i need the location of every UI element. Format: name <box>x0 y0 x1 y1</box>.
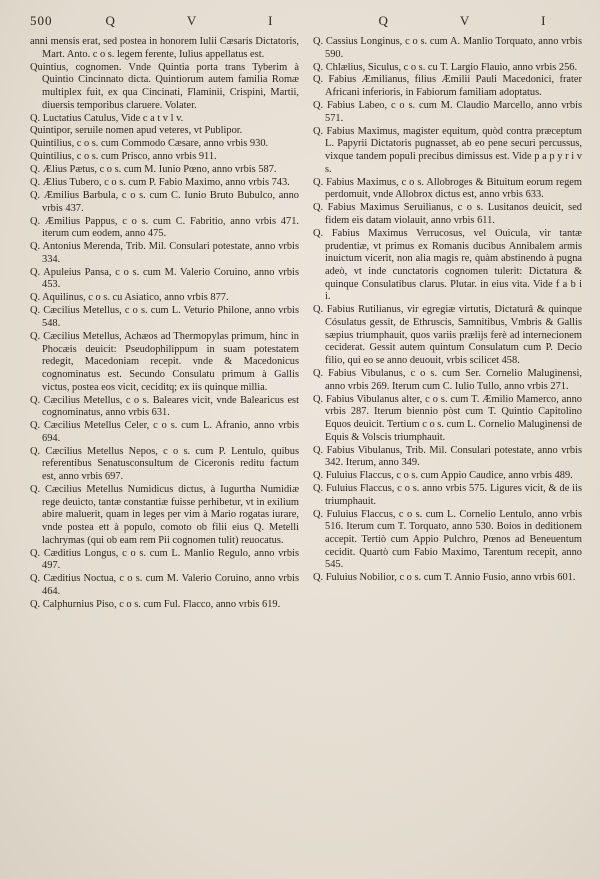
dictionary-entry: Q. Æmilius Pappus, c o s. cum C. Fabritio, anno vrbis 471. iterum cum eodem, anno 475. <box>30 215 299 240</box>
dictionary-entry: Q. Fabius Æmilianus, filius Æmilii Pauli Macedonici, frater Africani inferioris, in Fabiorum familiam adoptatus. <box>313 74 582 99</box>
right-running-head <box>323 13 582 29</box>
dictionary-entry: Q. Cæditius Longus, c o s. cum L. Manlio Regulo, anno vrbis 497. <box>30 547 299 572</box>
left-running-head <box>70 13 323 29</box>
dictionary-entry: Q. Apuleius Pansa, c o s. cum M. Valerio Coruino, anno vrbis 453. <box>30 266 299 291</box>
text-columns <box>30 36 582 612</box>
dictionary-entry: Quintipor, seruile nomen apud veteres, vt Publipor. <box>30 125 243 137</box>
dictionary-entry: Q. Fabius Vibulanus, c o s. cum Ser. Cornelio Maluginensi, anno vrbis 269. Iterum cum C. Iulio Tullo, anno vrbis 271. <box>313 367 582 392</box>
dictionary-entry: Q. Calphurnius Piso, c o s. cum Ful. Flacco, anno vrbis 619. <box>30 598 281 610</box>
dictionary-entry: Q. Ælius Tubero, c o s. cum P. Fabio Maximo, anno vrbis 743. <box>30 177 290 189</box>
dictionary-entry: Q. Fabius Vibulanus alter, c o s. cum T. Æmilio Mamerco, anno vrbis 287. Iterum biennio pòst cum T. Quintio Capitolino Equos deuicit. Tertium c o s. cum L. Cornelio Maluginensi de Equis & Volscis triumphauit. <box>313 393 582 443</box>
dictionary-entry: Q. Chlælius, Siculus, c o s. cu T. Largio Flauio, anno vrbis 256. <box>313 61 578 73</box>
dictionary-entry: Q. Fuluius Nobilior, c o s. cum T. Annio Fusio, anno vrbis 601. <box>313 572 576 584</box>
dictionary-entry: Quintilius, c o s. cum Prisco, anno vrbis 911. <box>30 151 217 163</box>
dictionary-entry: Q. Aquilinus, c o s. cu Asiatico, anno vrbis 877. <box>30 292 229 304</box>
dictionary-entry: Q. Ælius Pætus, c o s. cum M. Iunio Pœno, anno vrbis 587. <box>30 164 277 176</box>
dictionary-entry: Q. Fuluius Flaccus, c o s. cum Appio Caudice, anno vrbis 489. <box>313 470 573 482</box>
head-letter: I <box>541 13 547 28</box>
dictionary-entry: Q. Fabius Rutilianus, vir egregiæ virtutis, Dictaturâ & quinque Cósulatus gessit, de Ethruscis, Samnitibus, Vmbris & Gallis sæpius triumphauit, quos variis prælijs ferè ad internecionem ceciderat. Gessit autem quintum Consulatum cum P. Decio filio, qui eo se anno deuouit, vrbis scilicet 458. <box>313 304 582 367</box>
dictionary-entry: Q. Luctatius Catulus, Vide c a t v l v. <box>30 112 184 124</box>
dictionary-entry: anni mensis erat, sed postea in honorem Iulii Cæsaris Dictatoris, Mart. Anto. c o s. legem ferente, Iulius appellatus est. <box>30 36 299 60</box>
dictionary-entry: Q. Cæcilius Metellus Celer, c o s. cum L. Afranio, anno vrbis 694. <box>30 420 299 444</box>
dictionary-entry: Q. Æmilius Barbula, c o s. cum C. Iunio Bruto Bubulco, anno vrbis 437. <box>30 189 299 214</box>
head-letter: V <box>459 13 471 28</box>
dictionary-entry: Quintius, cognomen. Vnde Quintia porta trans Tyberim à Quintio Cincinnato dicta. Quintiorum autem familia Romæ multiplex fuit, ex qua Cincinati, Flaminii, Crispini, Martii, diuersis temporibus claruere. Volater. <box>30 61 299 111</box>
dictionary-entry: Q. Antonius Merenda, Trib. Mil. Consulari potestate, anno vrbis 334. <box>30 241 299 265</box>
dictionary-entry: Q. Fabius Vibulanus, Trib. Mil. Consulari potestate, anno vrbis 342. Iterum, anno 349. <box>313 444 582 469</box>
head-letter: I <box>268 13 274 28</box>
head-letter: Q <box>378 13 389 28</box>
dictionary-entry: Q. Cæcilius Metellus, c o s. cum L. Veturio Philone, anno vrbis 548. <box>30 305 299 329</box>
running-header <box>30 10 582 32</box>
dictionary-entry: Q. Fabius Maximus, magister equitum, quòd contra præceptum L. Papyrii Dictatoris pugnasset, ab eo pene securi percussus, vixque tandem populi precibus dimissus est. Vide p a p y r i v s. <box>313 125 582 175</box>
dictionary-entry: Q. Fabius Maximus Seruilianus, c o s. Lusitanos deuicit, sed fidem eis datam violauit, anno vrbis 611. <box>313 202 582 226</box>
dictionary-entry: Q. Fabius Labeo, c o s. cum M. Claudio Marcello, anno vrbis 571. <box>313 100 582 124</box>
dictionary-entry: Q. Cæcilius Metellus Nepos, c o s. cum P. Lentulo, quibus referentibus Senatusconsultum de Ciceronis reditu factum est, anno vrbis 697. <box>30 445 299 483</box>
dictionary-entry: Q. Cæcilius Metellus Numidicus dictus, à Iugurtha Numidiæ rege deuicto, tantæ constantiæ fuisse perhibetur, vt in exilium abire maluerit, quam in leges per vim à Mario rogatas iurare, vnde postea ett à populo, comoto ob filii eius Q. Metelli lachrymas (qui ob eam rem Pii cognomen tulit) reuocatus. <box>30 483 299 546</box>
dictionary-entry: Q. Cæcilius Metellus, Achæos ad Thermopylas primum, hinc in Phocæis deuicit: Pseudophilippum in suam potestatem redegit, Macedoniam recepit. vnde & Macedonicus cognominatus est. Secundo Consulatu primum à Gallis victus, postea eos vicit, ceciditq; ex iis quinque millia. <box>30 330 299 393</box>
dictionary-entry: Q. Cæditius Noctua, c o s. cum M. Valerio Coruino, anno vrbis 464. <box>30 573 299 597</box>
dictionary-entry: Q. Fuluius Flaccus, c o s. anno vrbis 575. Ligures vicit, & de iis triumphauit. <box>313 483 582 507</box>
page-number: 500 <box>30 13 53 28</box>
dictionary-entry: Q. Cæcilius Metellus, c o s. Baleares vicit, vnde Balearicus est cognominatus, anno vrbis 631. <box>30 394 299 419</box>
dictionary-entry: Q. Fuluius Flaccus, c o s. cum L. Cornelio Lentulo, anno vrbis 516. Iterum cum T. Torquato, anno 530. Boios in deditionem accepit. Tertiò cum Appio Pulchro, Pœnos ad Beneuentum cecidit. Quartò cum Fabio Maximo, Tarentum recepit, anno 545. <box>313 508 582 571</box>
dictionary-entry: Q. Fabius Maximus, c o s. Allobroges & Bituitum eorum regem perdomuit, vnde Allobrox dictus est, anno vrbis 633. <box>313 176 582 201</box>
right-column <box>313 36 582 612</box>
head-letter: Q <box>105 13 116 28</box>
dictionary-entry: Q. Fabius Maximus Verrucosus, vel Ouicula, vir tantæ prudentiæ, vt primus ex Romanis ducibus Annibalem armis inuictum vicerit, non alia magis re, quàm abstinendo à pugna adeò, vt inde cunctatoris cognomen tulerit: Dictatura & quinque Consulatibus clarus. Plutar. in eius vita. Vide f a b i i. <box>313 227 582 303</box>
left-column <box>30 36 299 612</box>
dictionary-entry: Q. Cassius Longinus, c o s. cum A. Manlio Torquato, anno vrbis 590. <box>313 36 582 60</box>
head-letter: V <box>186 13 198 28</box>
dictionary-entry: Quintilius, c o s. cum Commodo Cæsare, anno vrbis 930. <box>30 138 269 150</box>
